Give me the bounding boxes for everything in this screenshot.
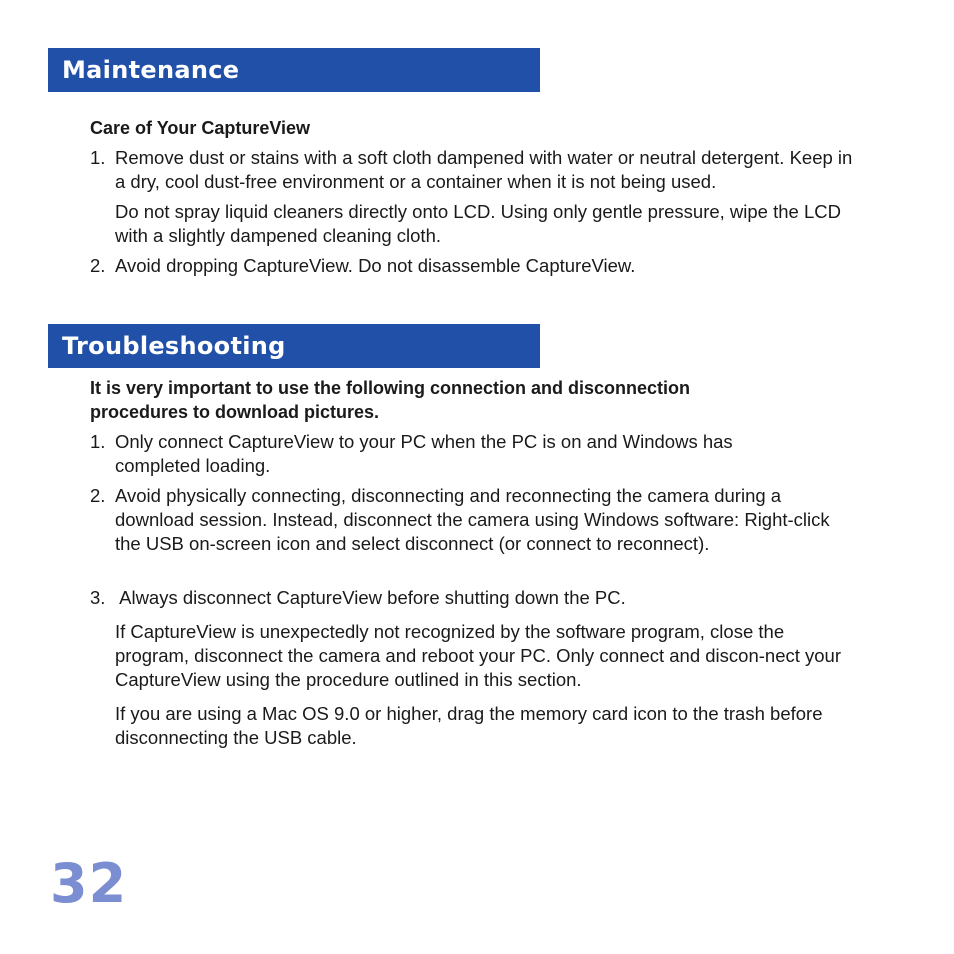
list-item: [90, 430, 860, 478]
list-item-text: Avoid physically connecting, disconnecting and reconnecting the camera during a download session. Instead, disconnect the camera using Windows software: Right-click the USB on-screen icon and select disconnect (or connect to reconnect).: [115, 485, 830, 554]
list-item-number: 1.: [90, 431, 106, 452]
recognition-note: If CaptureView is unexpectedly not recognized by the software program, close the program, disconnect the camera and reboot your PC. Only connect and discon-nect your CaptureView using the procedure outlined in this section.: [115, 621, 841, 690]
lcd-cleaning-note: Do not spray liquid cleaners directly onto LCD. Using only gentle pressure, wipe the LCD with a slightly dampened cleaning cloth.: [115, 201, 841, 246]
list-item-text: Only connect CaptureView to your PC when the PC is on and Windows has completed loading.: [115, 431, 733, 476]
list-item-number: 2.: [90, 485, 106, 506]
list-item: [90, 254, 860, 278]
list-item-text: Always disconnect CaptureView before shutting down the PC.: [115, 587, 626, 608]
list-item-number: 3.: [90, 587, 106, 608]
troubleshooting-heading: Troubleshooting: [62, 332, 286, 360]
list-item-number: 1.: [90, 147, 106, 168]
page-number: 32: [50, 852, 128, 915]
maintenance-heading: Maintenance: [62, 56, 240, 84]
troubleshooting-intro: It is very important to use the following connection and disconnection procedures to download pictures.: [90, 378, 691, 422]
list-item: [90, 586, 860, 610]
list-item: [90, 146, 860, 194]
list-item: [90, 484, 860, 556]
mac-os-note: If you are using a Mac OS 9.0 or higher, drag the memory card icon to the trash before disconnecting the USB cable.: [115, 703, 823, 748]
list-item-number: 2.: [90, 255, 106, 276]
list-item-text: Remove dust or stains with a soft cloth dampened with water or neutral detergent. Keep in a dry, cool dust-free environment or a container when it is not being used.: [115, 147, 853, 192]
maintenance-heading-banner: [48, 48, 540, 92]
list-item-text: Avoid dropping CaptureView. Do not disassemble CaptureView.: [115, 255, 636, 276]
care-subheading: Care of Your CaptureView: [90, 118, 311, 138]
troubleshooting-heading-banner: [48, 324, 540, 368]
